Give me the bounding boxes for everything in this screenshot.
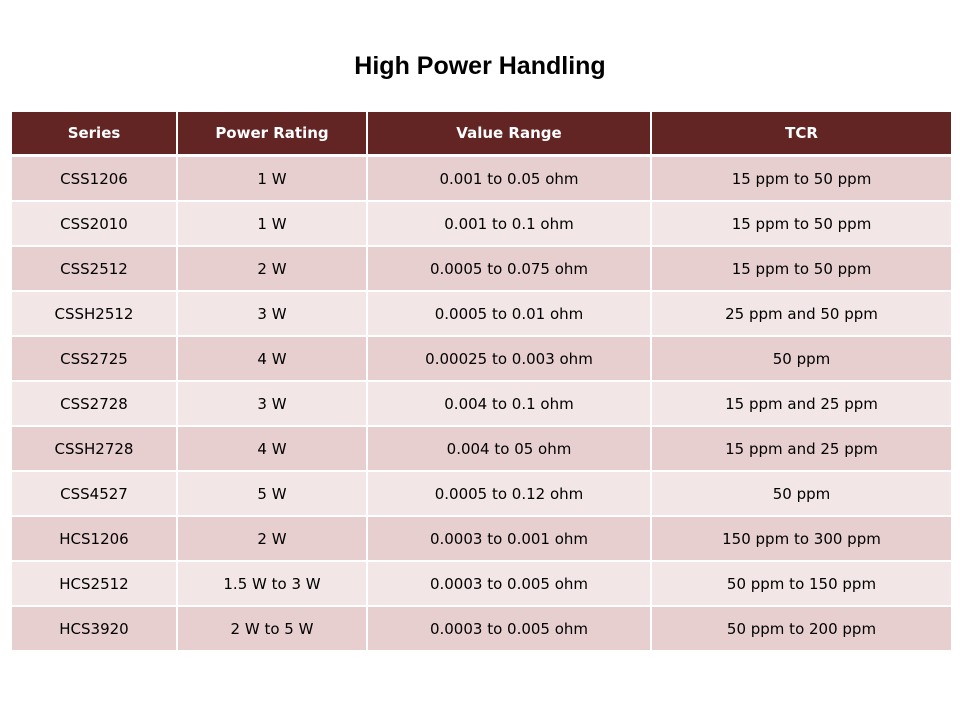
series-cell: HCS3920 <box>12 606 177 651</box>
tcr-cell: 50 ppm <box>651 471 951 516</box>
tcr-cell: 15 ppm to 50 ppm <box>651 246 951 291</box>
table-row <box>12 201 951 246</box>
table-row <box>12 291 951 336</box>
power-rating-cell: 4 W <box>177 336 367 381</box>
specs-table-container <box>12 112 951 652</box>
power-rating-cell: 3 W <box>177 381 367 426</box>
power-rating-cell: 3 W <box>177 291 367 336</box>
tcr-cell: 50 ppm to 200 ppm <box>651 606 951 651</box>
table-row <box>12 336 951 381</box>
power-rating-cell: 2 W <box>177 516 367 561</box>
value-range-cell: 0.004 to 05 ohm <box>367 426 651 471</box>
header-power-rating: Power Rating <box>177 112 367 156</box>
specs-table <box>12 112 951 652</box>
power-rating-cell: 1 W <box>177 156 367 202</box>
tcr-cell: 15 ppm to 50 ppm <box>651 156 951 202</box>
power-rating-cell: 2 W to 5 W <box>177 606 367 651</box>
power-rating-cell: 1.5 W to 3 W <box>177 561 367 606</box>
table-row <box>12 381 951 426</box>
table-row <box>12 606 951 651</box>
series-cell: CSSH2512 <box>12 291 177 336</box>
table-header <box>12 112 951 156</box>
value-range-cell: 0.0005 to 0.075 ohm <box>367 246 651 291</box>
table-row <box>12 471 951 516</box>
series-cell: CSS2728 <box>12 381 177 426</box>
tcr-cell: 15 ppm and 25 ppm <box>651 426 951 471</box>
tcr-cell: 15 ppm and 25 ppm <box>651 381 951 426</box>
header-value-range: Value Range <box>367 112 651 156</box>
power-rating-cell: 4 W <box>177 426 367 471</box>
series-cell: HCS2512 <box>12 561 177 606</box>
value-range-cell: 0.001 to 0.1 ohm <box>367 201 651 246</box>
header-series: Series <box>12 112 177 156</box>
tcr-cell: 50 ppm <box>651 336 951 381</box>
value-range-cell: 0.001 to 0.05 ohm <box>367 156 651 202</box>
table-row <box>12 516 951 561</box>
table-row <box>12 561 951 606</box>
value-range-cell: 0.0003 to 0.005 ohm <box>367 606 651 651</box>
value-range-cell: 0.0003 to 0.001 ohm <box>367 516 651 561</box>
header-tcr: TCR <box>651 112 951 156</box>
series-cell: CSS4527 <box>12 471 177 516</box>
series-cell: CSS2010 <box>12 201 177 246</box>
value-range-cell: 0.0005 to 0.12 ohm <box>367 471 651 516</box>
table-row <box>12 156 951 202</box>
value-range-cell: 0.0003 to 0.005 ohm <box>367 561 651 606</box>
value-range-cell: 0.00025 to 0.003 ohm <box>367 336 651 381</box>
table-row <box>12 426 951 471</box>
tcr-cell: 25 ppm and 50 ppm <box>651 291 951 336</box>
header-row <box>12 112 951 156</box>
value-range-cell: 0.0005 to 0.01 ohm <box>367 291 651 336</box>
tcr-cell: 150 ppm to 300 ppm <box>651 516 951 561</box>
series-cell: CSS2725 <box>12 336 177 381</box>
value-range-cell: 0.004 to 0.1 ohm <box>367 381 651 426</box>
power-rating-cell: 1 W <box>177 201 367 246</box>
tcr-cell: 50 ppm to 150 ppm <box>651 561 951 606</box>
power-rating-cell: 5 W <box>177 471 367 516</box>
page-title: High Power Handling <box>354 52 606 80</box>
table-row <box>12 246 951 291</box>
tcr-cell: 15 ppm to 50 ppm <box>651 201 951 246</box>
series-cell: CSS1206 <box>12 156 177 202</box>
series-cell: CSS2512 <box>12 246 177 291</box>
power-rating-cell: 2 W <box>177 246 367 291</box>
table-body <box>12 156 951 652</box>
series-cell: CSSH2728 <box>12 426 177 471</box>
series-cell: HCS1206 <box>12 516 177 561</box>
